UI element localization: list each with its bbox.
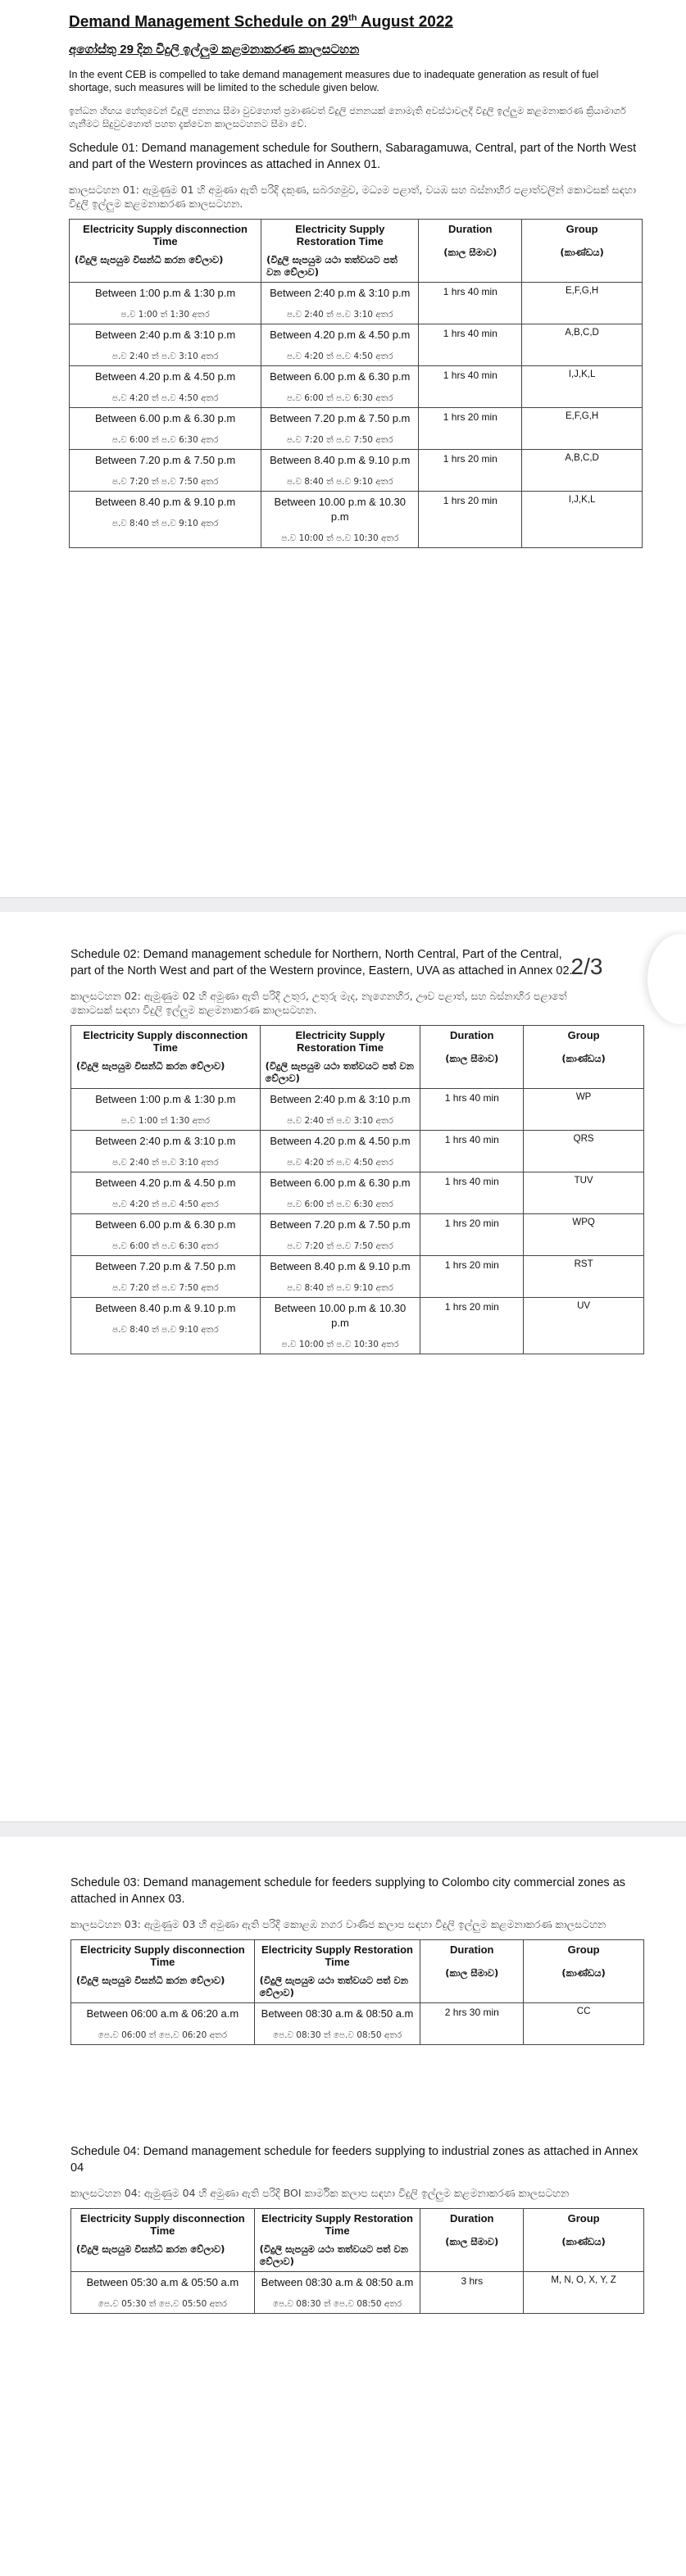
restoration-time-si: පෙ.ව 08:30 ත් පෙ.ව 08:50 අතර [272, 2299, 402, 2309]
restoration-time-cell [261, 408, 419, 450]
restoration-time-si: ප.ව 2:40 ත් ප.ව 3:10 අතර [287, 1116, 393, 1126]
table-header-row [71, 1940, 644, 2003]
disconnection-time-si: ප.ව 2:40 ත් ප.ව 3:10 අතර [111, 351, 219, 362]
disconnection-time-cell [71, 1131, 261, 1172]
page-separator [0, 1821, 686, 1839]
header-restoration-si: (විදුලි සැපයුම යථා තත්වයට පත් වන වේලාව) [265, 1060, 414, 1084]
restoration-time-cell [261, 492, 419, 548]
header-restoration [254, 2209, 420, 2272]
restoration-time-en: Between 08:30 a.m & 08:50 a.m [261, 2007, 414, 2020]
table-header-row [71, 2209, 644, 2272]
document-title-sup: th [348, 13, 357, 23]
header-duration [419, 220, 522, 283]
table-row [70, 408, 643, 450]
restoration-time-si: ප.ව 7:20 ත් ප.ව 7:50 අතර [286, 435, 393, 446]
header-group-en: Group [567, 1029, 600, 1041]
disconnection-time-cell [71, 1089, 261, 1131]
header-group [524, 1026, 644, 1089]
header-restoration-en: Electricity Supply Restoration Time [295, 223, 385, 248]
header-disconnection-en: Electricity Supply disconnection Time [83, 1029, 248, 1054]
restoration-time-cell [260, 1256, 420, 1298]
header-restoration-si: (විදුලි සැපයුම යථා තත්වයට පත් වන වේලාව) [259, 1975, 408, 1998]
header-restoration-en: Electricity Supply Restoration Time [261, 1943, 413, 1968]
disconnection-time-en: Between 2:40 p.m & 3:10 p.m [95, 1135, 236, 1147]
restoration-time-en: Between 4.20 p.m & 4.50 p.m [270, 1135, 411, 1147]
schedule-04-title: Schedule 04: Demand management schedule for feeders supplying to industrial zones as attached in Annex 04 [70, 2145, 638, 2175]
disconnection-time-cell [70, 283, 261, 324]
header-disconnection [71, 2209, 255, 2272]
header-disconnection-si: (විදුලි සැපයුම විසන්ධි කරන වේලාව) [76, 1975, 225, 1986]
header-disconnection-si: (විදුලි සැපයුම විසන්ධි කරන වේලාව) [76, 2243, 225, 2255]
group-cell: WPQ [524, 1214, 644, 1256]
header-restoration [261, 220, 419, 283]
document-page-2 [0, 912, 686, 1821]
document-page-1 [0, 0, 686, 897]
page-separator [0, 897, 686, 914]
restoration-time-cell [261, 283, 419, 324]
header-disconnection-si: (විදුලි සැපයුම විසන්ධි කරන වේලාව) [76, 1060, 225, 1072]
header-group [524, 2209, 644, 2272]
duration-cell: 1 hrs 40 min [420, 1172, 524, 1214]
restoration-time-si: ප.ව 4:20 ත් ප.ව 4:50 අතර [286, 351, 393, 362]
restoration-time-en: Between 8.40 p.m & 9.10 p.m [270, 454, 411, 467]
duration-cell: 2 hrs 30 min [420, 2003, 524, 2045]
header-disconnection [71, 1026, 261, 1089]
disconnection-time-en: Between 1:00 p.m & 1:30 p.m [94, 287, 236, 300]
duration-cell: 1 hrs 40 min [420, 1089, 524, 1131]
group-cell: M, N, O, X, Y, Z [524, 2272, 644, 2314]
disconnection-time-si: ප.ව 6:00 ත් ප.ව 6:30 අතර [111, 435, 219, 446]
restoration-time-si: ප.ව 10:00 ත් ප.ව 10:30 අතර [281, 1340, 399, 1349]
disconnection-time-si: පෙ.ව 06:00 ත් පෙ.ව 06:20 අතර [98, 2030, 228, 2040]
restoration-time-si: ප.ව 4:20 ත් ප.ව 4:50 අතර [287, 1158, 393, 1168]
restoration-time-si: ප.ව 2:40 ත් ප.ව 3:10 අතර [286, 310, 393, 320]
restoration-time-si: ප.ව 10:00 ත් ප.ව 10:30 අතර [281, 533, 399, 544]
header-group-si: (කාණ්ඩය) [561, 1967, 606, 1979]
schedule-04-title-sinhala: කාලසටහන 04: ඇමුණුම 04 හි අමුණා ඇති පරිදි BOI කාර්මික කලාප සඳහා විදුලි ඉල්ලුම කළමනාකරණ කාලසටහන [70, 2187, 570, 2199]
group-cell: I,J,K,L [522, 492, 643, 548]
schedule-02-title: Schedule 02: Demand management schedule for Northern, North Central, Part of the Central, part of the North West and part of the Western province, Eastern, UVA as attached in Annex 02. [70, 948, 573, 977]
sinhala-title: අගෝස්තු 29 දින විදුලි ඉල්ලුම කළමනාකරණ කාලසටහන [69, 43, 360, 57]
schedule-03-title: Schedule 03: Demand management schedule for feeders supplying to Colombo city commercial zones as attached in Annex 03. [70, 1876, 626, 1906]
header-disconnection-en: Electricity Supply disconnection Time [80, 2212, 245, 2237]
disconnection-time-en: Between 05:30 a.m & 05:50 a.m [86, 2276, 239, 2288]
restoration-time-en: Between 2:40 p.m & 3:10 p.m [270, 1093, 411, 1105]
restoration-time-cell [260, 1298, 420, 1354]
header-duration-si: (කාල සීමාව) [445, 1967, 499, 1979]
header-restoration [254, 1940, 420, 2003]
header-disconnection [70, 220, 261, 283]
disconnection-time-cell [71, 1172, 261, 1214]
schedule-02-table [70, 1025, 644, 1354]
header-group-si: (කාණ්ඩය) [560, 247, 604, 259]
group-cell: A,B,C,D [522, 450, 643, 492]
disconnection-time-en: Between 7.20 p.m & 7.50 p.m [95, 1260, 236, 1272]
header-group [522, 220, 643, 283]
duration-cell: 1 hrs 40 min [419, 283, 522, 324]
restoration-time-cell [260, 1214, 420, 1256]
header-group-en: Group [566, 223, 598, 236]
restoration-time-en: Between 6.00 p.m & 6.30 p.m [270, 370, 411, 383]
header-disconnection-en: Electricity Supply disconnection Time [83, 223, 248, 248]
table-row [71, 1214, 644, 1256]
restoration-time-en: Between 6.00 p.m & 6.30 p.m [270, 1177, 411, 1189]
disconnection-time-en: Between 2:40 p.m & 3:10 p.m [94, 329, 236, 342]
group-cell: RST [524, 1256, 644, 1298]
disconnection-time-en: Between 6.00 p.m & 6.30 p.m [95, 1218, 236, 1231]
group-cell: UV [524, 1298, 644, 1354]
header-group-si: (කාණ්ඩය) [561, 2236, 606, 2247]
restoration-time-en: Between 10.00 p.m & 10.30 p.m [274, 496, 406, 524]
restoration-time-si: ප.ව 6:00 ත් ප.ව 6:30 අතර [286, 393, 393, 404]
page-1-content [69, 13, 643, 548]
header-group [524, 1940, 644, 2003]
restoration-time-cell [261, 450, 419, 492]
restoration-time-cell [261, 324, 419, 366]
header-disconnection-si: (විදුලි සැපයුම විසන්ධි කරන වේලාව) [75, 254, 224, 266]
header-duration [420, 2209, 524, 2272]
disconnection-time-si: ප.ව 7:20 ත් ප.ව 7:50 අතර [111, 477, 219, 488]
header-duration-si: (කාල සීමාව) [445, 2236, 499, 2247]
table-row [70, 366, 643, 408]
disconnection-time-cell [71, 1298, 261, 1354]
disconnection-time-si: පෙ.ව 05:30 ත් පෙ.ව 05:50 අතර [98, 2299, 228, 2309]
header-restoration-en: Electricity Supply Restoration Time [261, 2212, 413, 2237]
header-disconnection-en: Electricity Supply disconnection Time [80, 1943, 245, 1968]
restoration-time-en: Between 4.20 p.m & 4.50 p.m [270, 329, 411, 342]
schedule-02-title-sinhala: කාලසටහන 02: ඇමුණුම 02 හි අමුණා ඇති පරිදි උතුර, උතුරු මැද, නැගෙනහිර, ඌව පළාත්, සහ බස්නාහිර පළාතේ කොටසක් සඳහා විදුලි ඉල්ලුම කළමනාකරණ කාලසටහන. [70, 990, 567, 1016]
duration-cell: 3 hrs [420, 2272, 524, 2314]
group-cell: I,J,K,L [522, 366, 643, 408]
group-cell: A,B,C,D [522, 324, 643, 366]
table-row [71, 1172, 644, 1214]
group-cell: E,F,G,H [522, 408, 643, 450]
header-duration-en: Duration [450, 1029, 494, 1041]
disconnection-time-en: Between 4.20 p.m & 4.50 p.m [94, 370, 236, 383]
restoration-time-cell [254, 2272, 420, 2314]
duration-cell: 1 hrs 20 min [419, 492, 522, 548]
disconnection-time-cell [71, 1214, 261, 1256]
disconnection-time-si: ප.ව 4:20 ත් ප.ව 4:50 අතර [111, 1200, 219, 1209]
disconnection-time-cell [71, 1256, 261, 1298]
restoration-time-cell [261, 366, 419, 408]
disconnection-time-cell [70, 324, 261, 366]
group-cell: QRS [524, 1131, 644, 1172]
disconnection-time-si: ප.ව 8:40 ත් ප.ව 9:10 අතර [111, 519, 219, 529]
header-group-en: Group [567, 1943, 600, 1956]
restoration-time-en: Between 2:40 p.m & 3:10 p.m [270, 287, 411, 300]
schedule-04-table [70, 2208, 644, 2314]
duration-cell: 1 hrs 40 min [420, 1131, 524, 1172]
page-indicator: 2/3 [570, 954, 603, 979]
disconnection-time-si: ප.ව 4:20 ත් ප.ව 4:50 අතර [111, 393, 219, 404]
restoration-time-cell [260, 1089, 420, 1131]
disconnection-time-si: ප.ව 2:40 ත් ප.ව 3:10 අතර [111, 1158, 219, 1168]
restoration-time-cell [254, 2003, 420, 2045]
header-restoration [260, 1026, 420, 1089]
document-title [69, 13, 643, 31]
restoration-time-en: Between 10.00 p.m & 10.30 p.m [274, 1302, 407, 1329]
group-cell: CC [524, 2003, 644, 2045]
disconnection-time-cell [71, 2003, 255, 2045]
table-row [70, 492, 643, 548]
disconnection-time-cell [71, 2272, 255, 2314]
header-restoration-en: Electricity Supply Restoration Time [295, 1029, 385, 1054]
header-duration-en: Duration [448, 223, 493, 236]
disconnection-time-en: Between 4.20 p.m & 4.50 p.m [95, 1177, 236, 1189]
table-row [71, 2003, 644, 2045]
restoration-time-si: පෙ.ව 08:30 ත් පෙ.ව 08:50 අතර [272, 2030, 402, 2040]
restoration-time-cell [260, 1172, 420, 1214]
duration-cell: 1 hrs 20 min [420, 1256, 524, 1298]
intro-sinhala: ඉන්ධන හිඟය හේතුවෙන් විදුලි ජනනය සීමා වුවහොත් ප්‍රමාණවත් විදුලි ජනනයක් නොමැති අවස්ථාවලදී විදුලි ඉල්ලුම කළමනාකරණ ක්‍රියාමාර්ග ගැනීමට සිදුවුවහොත් පහත දැක්වෙන කාලසටහනට සීමා වේ. [69, 105, 626, 130]
disconnection-time-si: ප.ව 1:00 ත් 1:30 අතර [120, 1116, 211, 1126]
restoration-time-en: Between 08:30 a.m & 08:50 a.m [261, 2276, 414, 2288]
document-page-3 [0, 1837, 686, 2576]
duration-cell: 1 hrs 40 min [419, 366, 522, 408]
disconnection-time-en: Between 8.40 p.m & 9.10 p.m [94, 496, 236, 509]
duration-cell: 1 hrs 20 min [419, 408, 522, 450]
duration-cell: 1 hrs 20 min [419, 450, 522, 492]
disconnection-time-si: ප.ව 8:40 ත් ප.ව 9:10 අතර [111, 1325, 219, 1335]
header-duration-si: (කාල සීමාව) [443, 247, 497, 259]
table-row [70, 283, 643, 324]
page-2-content [70, 946, 644, 1354]
table-row [71, 1298, 644, 1354]
header-duration [420, 1940, 524, 2003]
page-3-content [70, 1875, 644, 2314]
header-restoration-si: (විදුලි සැපයුම යථා තත්වයට පත් වන වේලාව) [266, 254, 398, 279]
restoration-time-en: Between 8.40 p.m & 9.10 p.m [270, 1260, 411, 1272]
document-title-text: Demand Management Schedule on 29 [69, 13, 349, 31]
table-row [71, 1089, 644, 1131]
table-row [70, 450, 643, 492]
disconnection-time-cell [70, 408, 261, 450]
header-restoration-si: (විදුලි සැපයුම යථා තත්වයට පත් වන වේලාව) [259, 2243, 408, 2267]
duration-cell: 1 hrs 40 min [419, 324, 522, 366]
restoration-time-si: ප.ව 7:20 ත් ප.ව 7:50 අතර [287, 1241, 393, 1251]
table-row [71, 1256, 644, 1298]
disconnection-time-si: ප.ව 1:00 ත් 1:30 අතර [120, 310, 210, 320]
disconnection-time-en: Between 8.40 p.m & 9.10 p.m [95, 1302, 236, 1314]
table-header-row [71, 1026, 644, 1089]
disconnection-time-si: ප.ව 7:20 ත් ප.ව 7:50 අතර [111, 1283, 219, 1293]
document-title-tail: August 2022 [357, 13, 453, 31]
restoration-time-cell [260, 1131, 420, 1172]
disconnection-time-en: Between 06:00 a.m & 06:20 a.m [86, 2007, 239, 2020]
header-group-si: (කාණ්ඩය) [561, 1053, 606, 1064]
disconnection-time-si: ප.ව 6:00 ත් ප.ව 6:30 අතර [111, 1241, 219, 1251]
schedule-01-title: Schedule 01: Demand management schedule for Southern, Sabaragamuwa, Central, part of the North West and part of the Western provinces as attached in Annex 01. [69, 142, 637, 172]
disconnection-time-en: Between 7.20 p.m & 7.50 p.m [94, 454, 236, 467]
disconnection-time-cell [70, 492, 261, 548]
disconnection-time-en: Between 6.00 p.m & 6.30 p.m [94, 412, 236, 425]
restoration-time-en: Between 7.20 p.m & 7.50 p.m [270, 412, 411, 425]
restoration-time-en: Between 7.20 p.m & 7.50 p.m [270, 1218, 411, 1231]
header-duration-si: (කාල සීමාව) [445, 1053, 499, 1064]
restoration-time-si: ප.ව 8:40 ත් ප.ව 9:10 අතර [286, 477, 393, 488]
intro-english: In the event CEB is compelled to take demand management measures due to inadequate generation as result of fuel shortage, such measures will be limited to the schedule given below. [69, 69, 599, 94]
table-header-row [70, 220, 643, 283]
schedule-03-title-sinhala: කාලසටහන 03: ඇමුණුම 03 හි අමුණා ඇති පරිදි කොළඹ නගර වාණිජ කලාප සඳහා විදුලි ඉල්ලුම කළමනාකරණ කාලසටහන [70, 1918, 606, 1930]
disconnection-time-cell [70, 366, 261, 408]
header-duration-en: Duration [450, 1943, 494, 1956]
schedule-03-table [70, 1939, 644, 2045]
group-cell: TUV [524, 1172, 644, 1214]
header-duration-en: Duration [450, 2212, 494, 2225]
group-cell: E,F,G,H [522, 283, 643, 324]
group-cell: WP [524, 1089, 644, 1131]
duration-cell: 1 hrs 20 min [420, 1298, 524, 1354]
duration-cell: 1 hrs 20 min [420, 1214, 524, 1256]
header-duration [420, 1026, 524, 1089]
table-row [70, 324, 643, 366]
header-group-en: Group [567, 2212, 600, 2225]
header-disconnection [71, 1940, 255, 2003]
restoration-time-si: ප.ව 8:40 ත් ප.ව 9:10 අතර [287, 1283, 393, 1293]
table-row [71, 2272, 644, 2314]
schedule-01-table [69, 219, 643, 548]
restoration-time-si: ප.ව 6:00 ත් ප.ව 6:30 අතර [287, 1200, 393, 1209]
disconnection-time-en: Between 1:00 p.m & 1:30 p.m [95, 1093, 236, 1105]
table-row [71, 1131, 644, 1172]
disconnection-time-cell [70, 450, 261, 492]
schedule-01-title-sinhala: කාලසටහන 01: ඇමුණුම 01 හි අමුණා ඇති පරිදි දකුණ, සබරගමුව, මධ්‍යම පළාත්, වයඹ සහ බස්නාහිර පළාත්වලින් කොටසක් සඳහා විදුලි ඉල්ලුම කළමනාකරණ කාලසටහන. [69, 184, 636, 211]
